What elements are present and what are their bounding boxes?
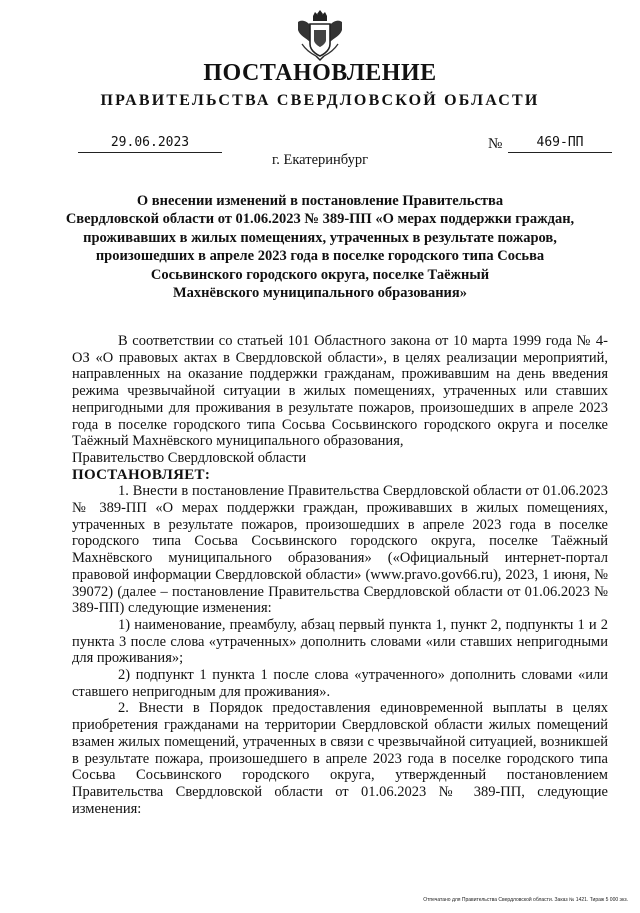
document-number: 469-ПП — [508, 134, 612, 153]
print-note: Отпечатано для Правительства Свердловской области. Заказ № 1421. Тираж 5 000 экз. — [423, 897, 628, 903]
heading-line: произошедших в апреле 2023 года в поселке городского типа Сосьва — [95, 248, 545, 265]
preamble-tail: Правительство Свердловской области — [72, 449, 307, 466]
heading-line: Махнёвского муниципального образования» — [172, 285, 468, 302]
decree-word: ПОСТАНОВЛЯЕТ: — [72, 466, 211, 483]
heading-line: О внесении изменений в постановление Правительства — [136, 193, 504, 209]
heading-line: Свердловской области от 01.06.2023 № 389-ПП «О мерах поддержки граждан, — [65, 211, 575, 228]
document-body — [72, 333, 608, 817]
city-line: г. Екатеринбург — [271, 152, 369, 168]
paragraph-2: 2. Внести в Порядок предоставления единовременной выплаты в целях приобретения гражданами на территории Свердловской области жилых помещений взамен жилых помещений, утраченных в связи с чрезвычайной ситуацией, возникшей в результате пожара, произошедшего в апреле 2023 года в поселке городского типа Сосьва Сосьвинского городского округа, утвержденный постановлением Правительства Свердловской области от 01.06.2023 № 389-ПП, следующие изменения: — [72, 700, 608, 817]
paragraph-1: 1. Внести в постановление Правительства Свердловской области от 01.06.2023 № 389-ПП «О мерах поддержки граждан, проживавших в жилых помещениях, утраченных в результате пожаров, произошедших в апреле 2023 года в поселке городского типа Сосьва Сосьвинского городского округа, поселке Таёжный Махнёвского муниципального образования» («Официальный интернет-портал правовой информации Свердловской области» (www.pravo.gov66.ru), 2023, 1 июня, № 39072) (далее – постановление Правительства Свердловской области от 01.06.2023 № 389-ПП) следующие изменения: — [72, 483, 608, 617]
document-date: 29.06.2023 — [78, 134, 222, 153]
preamble-paragraph: В соответствии со статьей 101 Областного закона от 10 марта 1999 года № 4-ОЗ «О правовых актах в Свердловской области», в целях реализации мероприятий, направленных на оказание поддержки гражданам, проживавшим на день введения режима чрезвычайной ситуации в жилых помещениях, утраченных или ставших непригодными для проживания в результате пожаров, произошедших в апреле 2023 года в поселке городского типа Сосьва Сосьвинского городского округа и поселке Таёжный Махнёвского муниципального образования, — [72, 333, 608, 450]
document-title: ПОСТАНОВЛЕНИЕ — [203, 60, 437, 86]
document-heading — [60, 192, 580, 302]
subparagraph-1-1: 1) наименование, преамбулу, абзац первый пункта 1, пункт 2, подпункты 1 и 2 пункта 3 после слова «утраченных» дополнить словами «или ставших непригодными для проживания»; — [72, 616, 608, 667]
issuing-authority: ПРАВИТЕЛЬСТВА СВЕРДЛОВСКОЙ ОБЛАСТИ — [100, 92, 540, 109]
coat-of-arms-emblem — [296, 8, 344, 62]
subparagraph-1-2: 2) подпункт 1 пункта 1 после слова «утраченного» дополнить словами «или ставшего непригодным для проживания». — [72, 667, 608, 700]
heading-line: Сосьвинского городского округа, поселке Таёжный — [150, 266, 490, 283]
heading-line: проживавших в жилых помещениях, утраченных в результате пожаров, — [83, 229, 557, 246]
number-label: № — [488, 136, 503, 152]
